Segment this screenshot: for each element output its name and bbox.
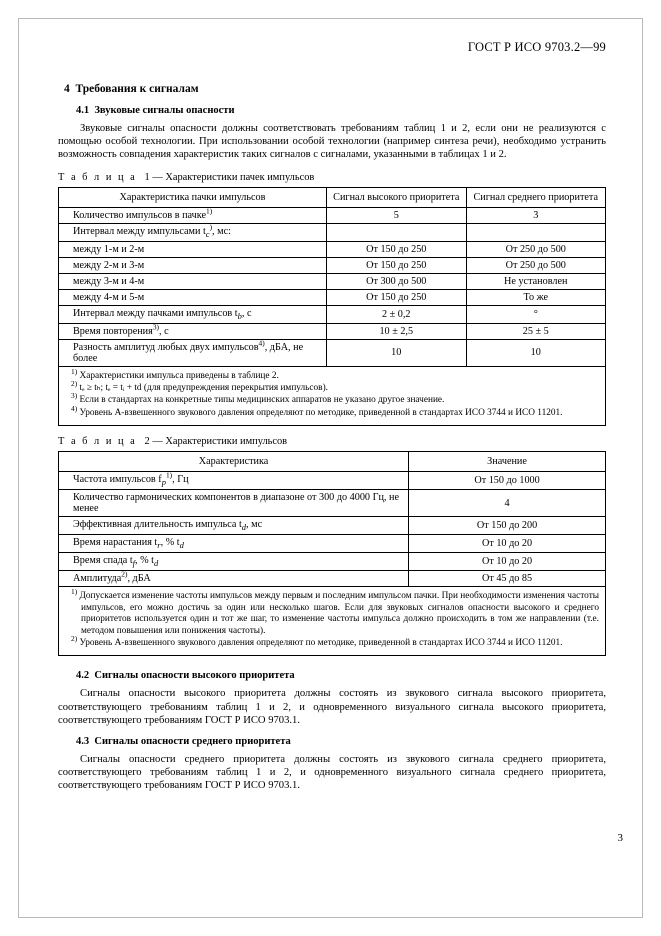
table1-tail-8: , дБА, не более bbox=[73, 341, 304, 364]
table-row bbox=[59, 289, 606, 305]
table-header-row bbox=[59, 187, 606, 207]
table1-caption-number: 1 bbox=[144, 171, 150, 183]
table1-cell-r7c2: 25 ± 5 bbox=[466, 323, 606, 339]
table1-footnote-text-3: Уровень А-взвешенного звукового давления определяют по методике, приведенной в стандартах ИСО 3744 и ИСО 11201. bbox=[79, 407, 563, 418]
table1-footnote-3 bbox=[65, 403, 599, 419]
table1-sup-8: 4) bbox=[258, 338, 265, 348]
section-title-4: Требования к сигналам bbox=[75, 83, 199, 95]
table1-footnote-sup-3: 4) bbox=[71, 403, 78, 413]
table1-footnote-1 bbox=[65, 378, 599, 394]
table1-cell-r7c1: 10 ± 2,5 bbox=[327, 323, 466, 339]
table2-tail-0: , Гц bbox=[172, 474, 189, 486]
table1-cell-r1c2 bbox=[466, 223, 606, 241]
table2-header-1: Значение bbox=[409, 452, 606, 472]
table1-cell-r2c2: От 250 до 500 bbox=[466, 241, 606, 257]
table1-cell-r0c0 bbox=[59, 207, 327, 223]
table1-cell-r1c0 bbox=[59, 223, 327, 241]
section-heading-41 bbox=[58, 105, 606, 116]
table-row bbox=[59, 553, 606, 571]
table1-label-7: Время повторения bbox=[73, 325, 153, 337]
table1-tail-1: , мс: bbox=[212, 225, 231, 237]
table-row bbox=[59, 305, 606, 323]
table1-tail-7: , с bbox=[158, 325, 169, 337]
table2-cell-r1c1: 4 bbox=[409, 490, 606, 517]
table2-label-3: Время нарастания t bbox=[73, 537, 158, 549]
table-row bbox=[59, 472, 606, 490]
table1-cell-r3c1: От 150 до 250 bbox=[327, 257, 466, 273]
section-number-41: 4.1 bbox=[76, 105, 90, 116]
table1-footnote-sup-0: 1) bbox=[71, 366, 78, 376]
section-heading-4 bbox=[58, 83, 606, 95]
table-row bbox=[59, 207, 606, 223]
table1-caption-label: Т а б л и ц а bbox=[58, 171, 137, 183]
table-row bbox=[59, 223, 606, 241]
table2-caption-label: Т а б л и ц а bbox=[58, 436, 137, 448]
table2-label-4: Время спада t bbox=[73, 555, 133, 567]
paragraph-41: Звуковые сигналы опасности должны соответствовать требованиям таблиц 1 и 2, если они не реализуются с помощью особой технологии. При использовании особой технологии (например синтеза речи), необходимо устранить возможность совпадения характеристик таких сигналов с сигналами, указанными в таблицах 1 и 2. bbox=[58, 123, 606, 161]
table2-label-2: Эффективная длительность импульса t bbox=[73, 519, 242, 531]
table1-label-8: Разность амплитуд любых двух импульсов bbox=[73, 341, 259, 353]
section-heading-43 bbox=[58, 736, 606, 747]
table1-cell-r5c1: От 150 до 250 bbox=[327, 289, 466, 305]
table2-footnote-1 bbox=[65, 633, 599, 649]
table1-cell-r5c2: То же bbox=[466, 289, 606, 305]
table-pulse-burst-characteristics bbox=[58, 187, 606, 367]
paragraph-42: Сигналы опасности высокого приоритета должны состоять из звукового сигнала высокого приоритета, соответствующего требованиям таблиц 1 и 2, и одновременного визуального сигнала высокого приоритета, соответствующего требованиям ГОСТ Р ИСО 9703.1. bbox=[58, 688, 606, 726]
table1-header-0: Характеристика пачки импульсов bbox=[59, 187, 327, 207]
table-row bbox=[59, 257, 606, 273]
table1-cell-r8c2: 10 bbox=[466, 339, 606, 366]
table1-cell-r7c0 bbox=[59, 323, 327, 339]
table-row bbox=[59, 339, 606, 366]
table1-cell-r0c1: 5 bbox=[327, 207, 466, 223]
table1-header-2: Сигнал среднего приоритета bbox=[466, 187, 606, 207]
table1-sub-6: b bbox=[237, 310, 242, 321]
table2-sup-0: 1) bbox=[165, 470, 173, 480]
table1-cell-r8c1: 10 bbox=[327, 339, 466, 366]
table1-cell-r2c1: От 150 до 250 bbox=[327, 241, 466, 257]
table2-label-5: Амплитуда bbox=[73, 573, 122, 585]
table1-footnote-sup-1: 2) bbox=[71, 378, 78, 388]
table2-sub2-3: d bbox=[179, 540, 184, 551]
table1-caption-title: — Характеристики пачек импульсов bbox=[152, 171, 315, 183]
table1-footnote-sup-2: 3) bbox=[71, 391, 78, 401]
section-number-43: 4.3 bbox=[76, 736, 90, 748]
table1-cell-r6c1: 2 ± 0,2 bbox=[327, 305, 466, 323]
table2-sub-3: r bbox=[157, 540, 161, 551]
table2-cell-r0c1: От 150 до 1000 bbox=[409, 472, 606, 490]
section-heading-42 bbox=[58, 670, 606, 681]
table-pulse-characteristics bbox=[58, 451, 606, 587]
table1-sub-1: c bbox=[205, 228, 210, 239]
section-title-42: Сигналы опасности высокого приоритета bbox=[94, 670, 295, 682]
table2-sub-0: р bbox=[161, 477, 166, 488]
table1-tail-6: , с bbox=[241, 307, 252, 319]
table2-tail-3: , % t bbox=[160, 537, 180, 549]
table1-sup-0: 1) bbox=[206, 206, 213, 216]
table2-header-0: Характеристика bbox=[59, 452, 409, 472]
table2-cell-r5c0 bbox=[59, 571, 409, 587]
table2-cell-r0c0 bbox=[59, 472, 409, 490]
section-title-41: Звуковые сигналы опасности bbox=[94, 105, 235, 116]
table-row bbox=[59, 571, 606, 587]
table1-cell-r5c0: между 4-м и 5-м bbox=[59, 289, 327, 305]
table1-header-1: Сигнал высокого приоритета bbox=[327, 187, 466, 207]
table1-label-0: Количество импульсов в пачке bbox=[73, 209, 206, 221]
table1-footnote-text-0: Характеристики импульса приведены в таблице 2. bbox=[79, 370, 279, 381]
table1-footnotes bbox=[58, 367, 606, 427]
table-header-row bbox=[59, 452, 606, 472]
table2-tail-4: , % t bbox=[135, 555, 155, 567]
table-row bbox=[59, 535, 606, 553]
table2-cell-r4c0 bbox=[59, 553, 409, 571]
table2-sub2-4: d bbox=[154, 558, 159, 569]
table1-cell-r2c0: между 1-м и 2-м bbox=[59, 241, 327, 257]
table2-sub-4: f bbox=[132, 558, 136, 569]
table2-tail-2: , мс bbox=[246, 519, 263, 531]
table2-footnote-sup-1: 2) bbox=[71, 633, 78, 643]
table1-cell-r3c2: От 250 до 500 bbox=[466, 257, 606, 273]
table2-footnote-text-1: Уровень А-взвешенного звукового давления определяют по методике, приведенной в стандартах ИСО 3744 и ИСО 11201. bbox=[79, 638, 563, 649]
table2-caption-title: — Характеристики импульсов bbox=[152, 436, 288, 448]
table1-cell-r3c0: между 2-м и 3-м bbox=[59, 257, 327, 273]
table1-cell-r4c2: Не установлен bbox=[466, 273, 606, 289]
page-number: 3 bbox=[617, 832, 623, 844]
table2-label-0: Частота импульсов f bbox=[73, 474, 162, 486]
table1-label-6: Интервал между пачками импульсов t bbox=[73, 307, 238, 319]
table-row bbox=[59, 241, 606, 257]
table2-footnote-sup-0: 1) bbox=[71, 587, 78, 597]
table2-sup-5: 2) bbox=[121, 570, 128, 580]
table2-sub-2: d bbox=[241, 522, 247, 533]
table2-cell-r4c1: От 10 до 20 bbox=[409, 553, 606, 571]
section-number-4: 4 bbox=[64, 83, 70, 95]
table1-label-1: Интервал между импульсами t bbox=[73, 225, 206, 237]
table1-cell-r4c1: От 300 до 500 bbox=[327, 273, 466, 289]
section-title-43: Сигналы опасности среднего приоритета bbox=[94, 736, 291, 748]
page-content bbox=[58, 40, 606, 802]
table-row bbox=[59, 517, 606, 535]
table1-footnote-text-2: Если в стандартах на конкретные типы медицинских аппаратов не указано другое значение. bbox=[79, 395, 445, 406]
table1-sup-7: 3) bbox=[152, 322, 159, 332]
table1-footnote-2 bbox=[65, 391, 599, 406]
table2-cell-r1c0: Количество гармонических компонентов в диапазоне от 300 до 4000 Гц, не менее bbox=[59, 490, 409, 517]
table2-footnote-0 bbox=[65, 587, 600, 637]
document-header-text: ГОСТ Р ИСО 9703.2—99 bbox=[467, 40, 606, 54]
table1-cell-r0c2: 3 bbox=[466, 207, 606, 223]
table1-caption bbox=[58, 172, 606, 183]
table1-cell-r8c0 bbox=[59, 339, 327, 366]
section-number-42: 4.2 bbox=[76, 670, 90, 682]
table1-cell-r4c0: между 3-м и 4-м bbox=[59, 273, 327, 289]
table1-footnote-text-1: tₑ ≥ tₕ; tₑ = tᵢ + td (для предупреждения перекрытия импульсов). bbox=[79, 383, 328, 394]
table2-footnote-text-0: Допускается изменение частоты импульсов между первым и последним импульсом пачки. При необходимости изменения частоты импульсов, его можно достичь за один или несколько шагов. Если для звуковых сигналов опасности высокого и среднего приоритетов используется один и тот же шаг, то изменение частоты импульса должно происходить в том же направлении (т.е. методом повышения или понижения частоты). bbox=[79, 591, 600, 636]
table2-cell-r2c0 bbox=[59, 517, 409, 535]
table2-cell-r3c1: От 10 до 20 bbox=[409, 535, 606, 553]
table2-cell-r3c0 bbox=[59, 535, 409, 553]
table-row bbox=[59, 490, 606, 517]
paragraph-43: Сигналы опасности среднего приоритета должны состоять из звукового сигнала среднего приоритета, соответствующего требованиям таблиц 1 и 2, и одновременного визуального сигнала среднего приоритета, соответствующего требованиям ГОСТ Р ИСО 9703.1. bbox=[58, 754, 606, 792]
table1-cell-r6c0 bbox=[59, 305, 327, 323]
table-row bbox=[59, 323, 606, 339]
table1-cell-r6c2: ° bbox=[466, 305, 606, 323]
table1-footnote-0 bbox=[65, 366, 599, 382]
table2-caption bbox=[58, 436, 606, 447]
table1-sup-1: ) bbox=[209, 222, 213, 232]
table1-cell-r1c1 bbox=[327, 223, 466, 241]
table2-tail-5: , дБА bbox=[127, 573, 151, 585]
table-row bbox=[59, 273, 606, 289]
table2-caption-number: 2 bbox=[144, 436, 150, 448]
table2-footnotes bbox=[58, 587, 606, 656]
table2-cell-r5c1: От 45 до 85 bbox=[409, 571, 606, 587]
table2-cell-r2c1: От 150 до 200 bbox=[409, 517, 606, 535]
document-header bbox=[58, 40, 606, 57]
